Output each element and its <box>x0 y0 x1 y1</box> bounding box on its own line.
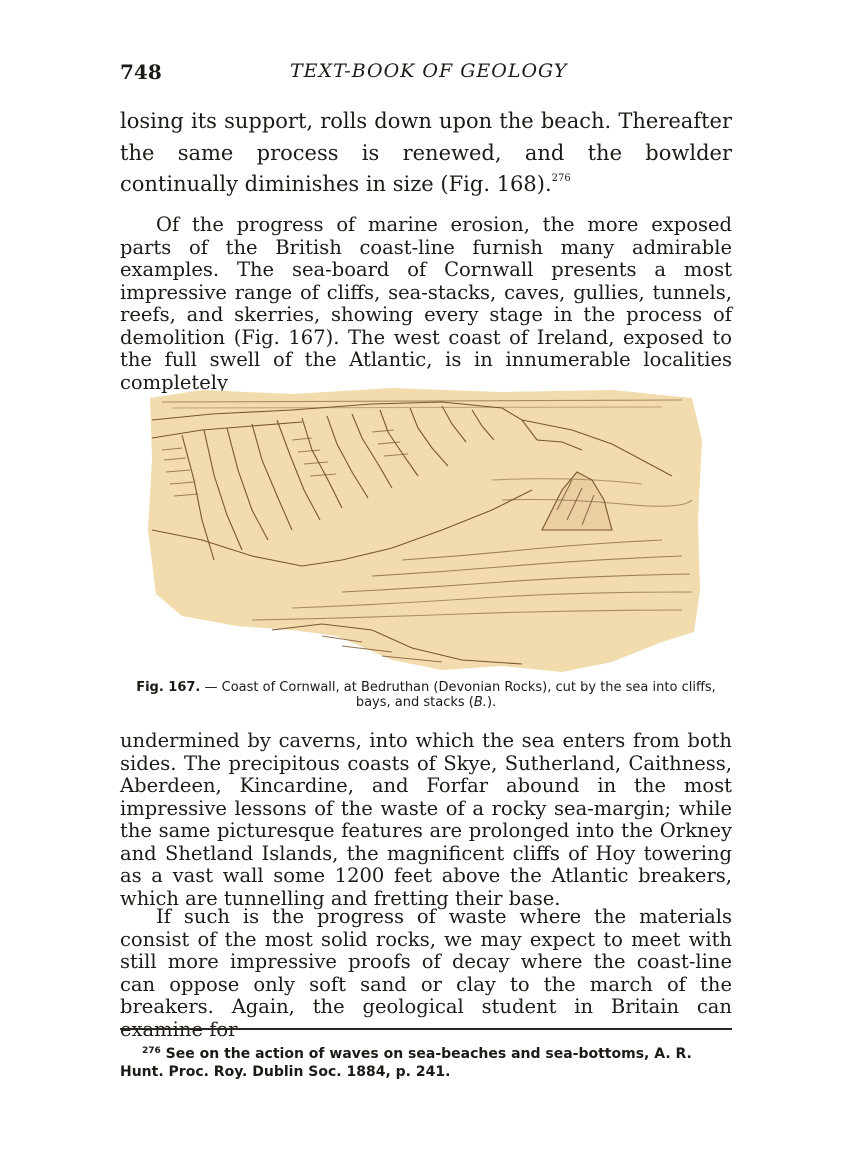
intro-text: losing its support, rolls down upon the beach. Thereafter the same process is renewed, and the bowlder continually diminishes in size (Fig. 168). <box>120 109 732 196</box>
footnote-text: See on the action of waves on sea-beaches and sea-bottoms, A. R. Hunt. Proc. Roy. Dublin Soc. 1884, p. 241. <box>120 1046 692 1080</box>
figure-caption-source: B. <box>473 695 487 710</box>
page-number: 748 <box>120 60 162 84</box>
footnote <box>120 1042 732 1081</box>
waste-paragraph: If such is the progress of waste where the materials consist of the most solid rocks, we may expect to meet with still more impressive proofs of decay where the coast-line can oppose only soft sand or clay to the march of the breakers. Again, the geological student in Britain can examine for <box>120 905 732 1041</box>
footnote-divider <box>120 1028 732 1030</box>
figure-caption-text: Coast of Cornwall, at Bedruthan (Devonian Rocks), cut by the sea into cliffs, bays, and stacks <box>221 680 716 710</box>
undermined-paragraph: undermined by caverns, into which the sea enters from both sides. The precipitous coasts of Skye, Sutherland, Caithness, Aberdeen, Kincardine, and Forfar abound in the most impressive lessons of the waste of a rocky sea-margin; while the same picturesque features are prolonged into the Orkney and Shetland Islands, the magnificent cliffs of Hoy towering as a vast wall some 1200 feet above the Atlantic breakers, which are tunnelling and fretting their base. <box>120 729 732 910</box>
intro-paragraph <box>120 106 732 201</box>
figure-caption: Fig. 167. — Coast of Cornwall, at Bedruthan (Devonian Rocks), cut by the sea into cliffs, bays, and stacks (B.). <box>136 680 716 710</box>
footnote-marker: 276 <box>142 1046 161 1056</box>
erosion-paragraph: Of the progress of marine erosion, the more exposed parts of the British coast-line furnish many admirable examples. The sea-board of Cornwall presents a most impressive range of cliffs, sea-stacks, caves, gullies, tunnels, reefs, and skerries, showing every stage in the process of demolition (Fig. 167). The west coast of Ireland, exposed to the full swell of the Atlantic, is in innumerable localities completely <box>120 213 732 394</box>
figure-label: Fig. 167. <box>136 680 201 695</box>
coast-illustration <box>142 380 708 676</box>
page-header <box>120 60 732 92</box>
cornwall-coast-engraving <box>142 380 708 676</box>
footnote-reference[interactable]: 276 <box>551 173 571 184</box>
running-head: TEXT-BOOK OF GEOLOGY <box>290 60 568 82</box>
